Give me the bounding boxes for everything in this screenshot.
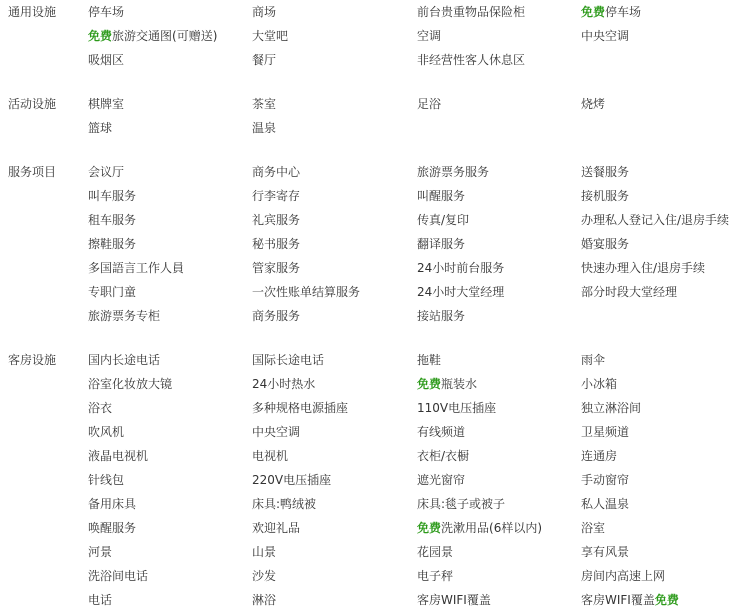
facility-label: 部分时段大堂经理 [581,285,678,299]
section-label: 服务项目 [8,165,57,179]
facility-label: 接站服务 [417,309,466,323]
facility-label: 欢迎礼品 [252,521,301,535]
facility-item [581,256,705,280]
facility-label: 唤醒服务 [88,521,137,535]
facility-label: 备用床具 [88,497,137,511]
facility-item [581,396,641,420]
facility-item [417,564,453,588]
facility-section [0,0,749,72]
facility-item [252,0,276,24]
facility-section [0,92,749,140]
facility-item [252,516,300,540]
facility-item [88,304,160,328]
facility-item [417,232,465,256]
facility-item [252,492,316,516]
facility-item [88,564,148,588]
facility-label: 送餐服务 [581,165,630,179]
facility-item [88,208,136,232]
facility-label: 房间内高速上网 [581,569,666,583]
facility-item [581,232,629,256]
facility-label: 空调 [417,29,442,43]
facility-item [88,24,217,48]
facility-item [252,256,300,280]
facility-label: 客房WIFI覆盖 [581,593,655,607]
facility-label: 浴衣 [88,401,113,415]
facility-label: 大堂吧 [252,29,289,43]
facility-item [88,588,112,612]
facility-label: 租车服务 [88,213,137,227]
facility-item [417,280,504,304]
facility-label: 国际长途电话 [252,353,325,367]
facility-item [581,372,617,396]
facility-label: 一次性账单结算服务 [252,285,361,299]
facility-item [417,396,496,420]
facility-label: 专职门童 [88,285,137,299]
facility-item [581,92,605,116]
facility-item [581,24,629,48]
facility-item [417,516,542,540]
facility-label: 停车场 [88,5,125,19]
facility-item [581,160,629,184]
facility-label: 瓶装水 [441,377,478,391]
facility-item [252,304,300,328]
facility-label: 多种规格电源插座 [252,401,349,415]
facility-item [581,280,677,304]
facility-label: 享有风景 [581,545,630,559]
facility-label: 棋牌室 [88,97,125,111]
facility-label: 浴室化妆放大镜 [88,377,173,391]
facility-item [581,468,629,492]
facility-item [88,420,124,444]
facility-label: 吸烟区 [88,53,125,67]
free-tag: 免费 [581,5,606,19]
facility-label: 电视机 [252,449,289,463]
facility-item [417,0,525,24]
facility-label: 小冰箱 [581,377,618,391]
facility-item [252,48,276,72]
facility-label: 管家服务 [252,261,301,275]
facility-item [581,420,629,444]
facility-label: 会议厅 [88,165,125,179]
facility-item [88,540,112,564]
facility-item [417,492,505,516]
facility-label: 洗漱用品(6样以内) [441,521,543,535]
facility-item [581,208,729,232]
facility-label: 花园景 [417,545,454,559]
facility-label: 多国語言工作人員 [88,261,185,275]
facility-item [417,160,489,184]
facility-label: 110V电压插座 [417,401,497,415]
facility-item [252,348,324,372]
facility-item [417,588,491,612]
facility-item [252,444,288,468]
facility-label: 商务中心 [252,165,301,179]
facility-label: 旅游交通图(可赠送) [112,29,218,43]
facility-item [252,92,276,116]
facility-section [0,348,749,612]
facility-label: 独立淋浴间 [581,401,642,415]
facility-label: 有线频道 [417,425,466,439]
facility-item [417,372,477,396]
free-tag: 免费 [654,593,679,607]
facility-label: 沙发 [252,569,277,583]
facility-label: 旅游票务服务 [417,165,490,179]
facility-item [252,280,360,304]
facility-item [88,516,136,540]
facility-label: 非经营性客人休息区 [417,53,526,67]
facility-label: 翻译服务 [417,237,466,251]
facility-item [252,468,331,492]
facility-label: 办理私人登记入住/退房手续 [581,213,730,227]
facility-label: 河景 [88,545,113,559]
section-label: 活动设施 [8,97,57,111]
facility-label: 电子秤 [417,569,454,583]
facility-label: 液晶电视机 [88,449,149,463]
facility-item [417,420,465,444]
facility-item [581,492,629,516]
facility-label: 旅游票务专柜 [88,309,161,323]
facility-item [88,48,124,72]
facility-label: 220V电压插座 [252,473,332,487]
facility-item [252,564,276,588]
facility-item [252,396,348,420]
facility-item [88,92,124,116]
facility-label: 卫星频道 [581,425,630,439]
facility-label: 篮球 [88,121,113,135]
facility-label: 国内长途电话 [88,353,161,367]
facility-label: 温泉 [252,121,277,135]
facility-label: 浴室 [581,521,606,535]
facility-label: 商务服务 [252,309,301,323]
facility-item [417,348,441,372]
facility-label: 传真/复印 [417,213,470,227]
facility-label: 餐厅 [252,53,277,67]
facility-item [252,24,288,48]
facility-item [417,468,465,492]
section-label: 客房设施 [8,353,57,367]
facility-item [252,372,315,396]
facility-item [417,92,441,116]
facility-item [252,208,300,232]
facility-label: 婚宴服务 [581,237,630,251]
facility-item [581,0,641,24]
facility-label: 24小时前台服务 [417,261,505,275]
facility-label: 遮光窗帘 [417,473,466,487]
facility-item [88,280,136,304]
facility-item [417,540,453,564]
facility-item [581,588,679,612]
facility-label: 叫车服务 [88,189,137,203]
facility-label: 前台贵重物品保险柜 [417,5,526,19]
facility-item [417,256,504,280]
facility-section [0,160,749,328]
facility-item [88,468,124,492]
facility-item [88,348,160,372]
section-label: 通用设施 [8,5,57,19]
facility-label: 停车场 [605,5,642,19]
facility-label: 衣柜/衣橱 [417,449,470,463]
facility-item [88,184,136,208]
facility-item [88,444,148,468]
facility-item [417,304,465,328]
facility-item [252,420,300,444]
facility-label: 叫醒服务 [417,189,466,203]
facility-label: 中央空调 [252,425,301,439]
facility-label: 接机服务 [581,189,630,203]
facility-label: 客房WIFI覆盖 [417,593,491,607]
facility-label: 中央空调 [581,29,630,43]
facility-item [252,588,276,612]
facility-label: 烧烤 [581,97,606,111]
facility-label: 24小时热水 [252,377,316,391]
facility-label: 山景 [252,545,277,559]
facility-label: 电话 [88,593,113,607]
facility-label: 雨伞 [581,353,606,367]
facility-item [581,184,629,208]
facility-label: 行李寄存 [252,189,301,203]
facility-item [417,208,469,232]
facility-label: 快速办理入住/退房手续 [581,261,706,275]
facility-label: 床具:毯子或被子 [417,497,506,511]
facility-item [252,232,300,256]
facility-item [88,372,172,396]
facility-label: 秘书服务 [252,237,301,251]
facility-item [88,396,112,420]
facility-item [417,48,525,72]
facility-label: 吹风机 [88,425,125,439]
facility-item [88,116,112,140]
facility-item [252,160,300,184]
facility-item [581,444,617,468]
facility-label: 商场 [252,5,277,19]
facility-label: 拖鞋 [417,353,442,367]
free-tag: 免费 [417,377,442,391]
facility-item [417,184,465,208]
facility-label: 手动窗帘 [581,473,630,487]
facility-label: 针线包 [88,473,125,487]
facility-item [252,540,276,564]
facility-label: 连通房 [581,449,618,463]
facility-label: 擦鞋服务 [88,237,137,251]
facility-item [581,516,605,540]
facility-item [417,444,469,468]
facility-item [88,256,184,280]
facility-item [252,184,300,208]
facility-label: 礼宾服务 [252,213,301,227]
facility-item [88,232,136,256]
free-tag: 免费 [88,29,113,43]
facility-item [581,348,605,372]
facility-item [88,0,124,24]
facility-item [417,24,441,48]
facility-item [88,160,124,184]
facility-label: 洗浴间电话 [88,569,149,583]
facility-label: 足浴 [417,97,442,111]
facility-label: 茶室 [252,97,277,111]
facility-label: 床具:鸭绒被 [252,497,317,511]
facility-item [252,116,276,140]
facility-item [581,540,629,564]
facility-label: 私人温泉 [581,497,630,511]
facility-label: 24小时大堂经理 [417,285,505,299]
facility-item [88,492,136,516]
facility-label: 淋浴 [252,593,277,607]
free-tag: 免费 [417,521,442,535]
facility-item [581,564,665,588]
